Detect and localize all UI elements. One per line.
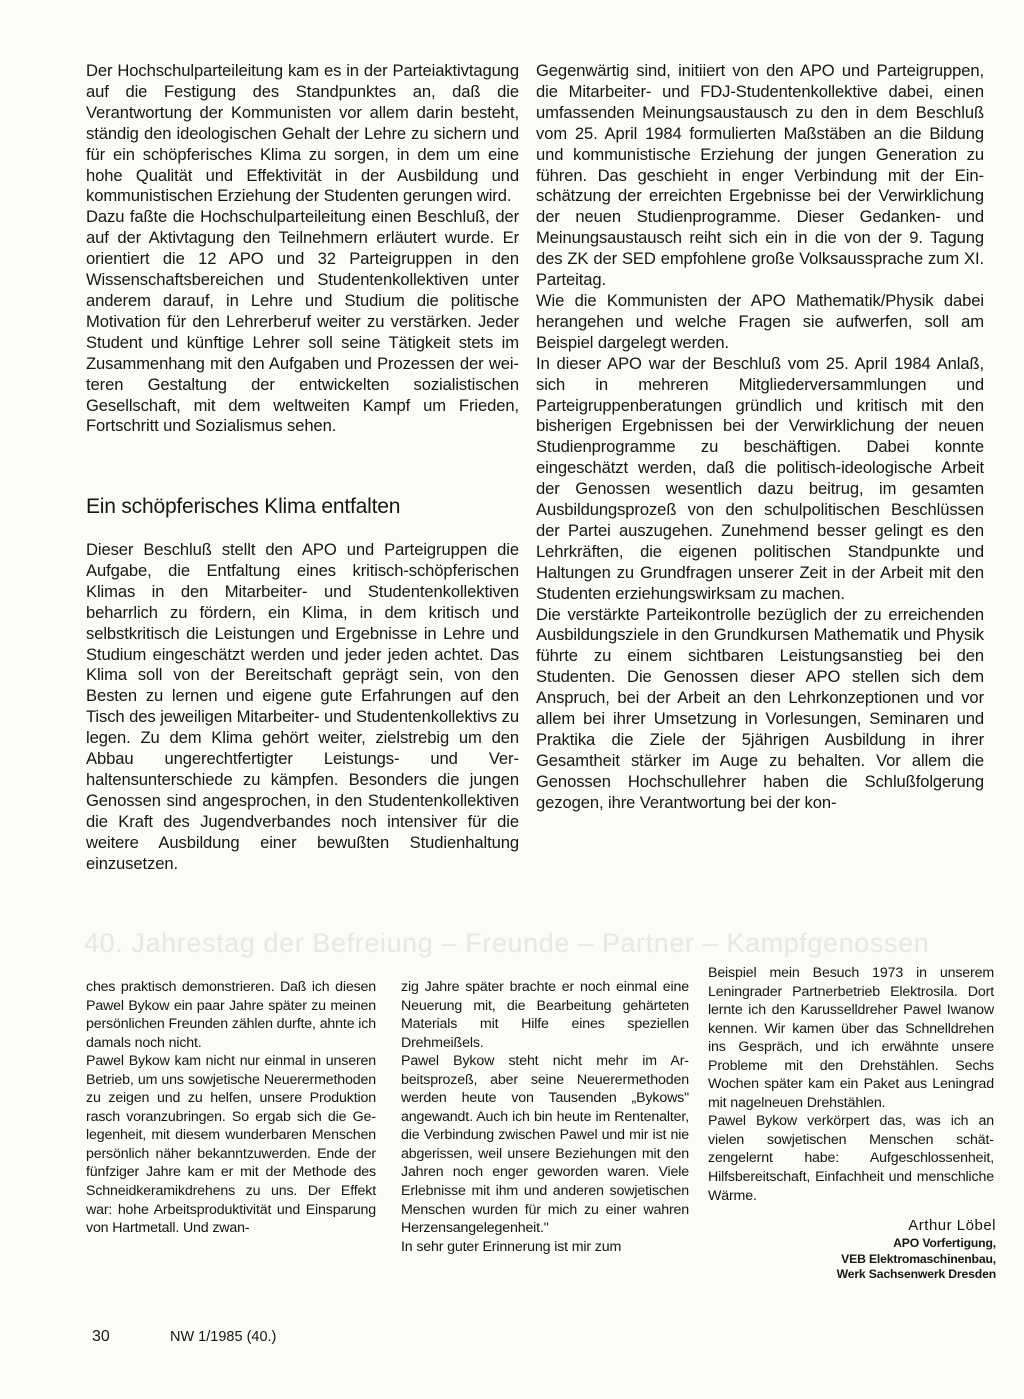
main-left-column-top: [86, 61, 519, 437]
paragraph: Pawel Bykow kam nicht nur einmal in unseren Betrieb, um uns sowjetische Neuerermethoden zu zeigen und zu helfen, unsere Produktion rasch voranzubringen. So ergab sich die Gelegenheit, mit diesem wunderbaren Menschen persönlich näher bekanntzuwerden. Ende der fünfziger Jahre kam er mit der Methode des Schneidkeramikdrehens zu uns. Der Effekt war: hohe Arbeitsproduktivität und Einsparung von Hartmetall. Und zwan-: [86, 1053, 376, 1237]
paragraph: In sehr guter Erinnerung ist mir zum: [401, 1238, 622, 1255]
author-affiliation: Werk Sachsenwerk Dresden: [836, 1267, 996, 1282]
author-affiliation: VEB Elektromaschinenbau,: [841, 1251, 996, 1266]
paragraph: ches praktisch demonstrieren. Daß ich diesen Pawel Bykow ein paar Jahre später zu meinen persönlichen Freunden zählen durfte, ahnte ich damals noch nicht.: [86, 979, 376, 1051]
paragraph: Der Hochschulparteileitung kam es in der Parteiaktivtagung auf die Festigung des Standpunktes an, daß die Verantwortung der Kommunisten vor allem darin besteht, ständig den ideologischen Gehalt der Lehre zu sichern und für ein schöpferisches Klima zu sorgen, in dem um eine hohe Qualität und Effektivität in der Ausbildung und kommunistischen Erziehung der Studenten gerungen wird.: [86, 61, 519, 206]
paragraph: Wie die Kommunisten der APO Mathematik/Physik dabei herangehen und welche Fragen sie aufwerfen, soll am Beispiel dargelegt werden.: [536, 290, 984, 352]
paragraph: Gegenwärtig sind, initiiert von den APO und Parteigruppen, die Mitarbeiter- und FDJ-Studentenkollektive dabei, einen umfassenden Meinungsaustausch zu den in dem Beschluß vom 25. April 1984 formulierten Maßstäben an die Bildung und kommunistische Erziehung der jungen Generation zu führen. Das geschieht in enger Verbindung mit der Einschätzung der erreichten Ergebnisse bei der Verwirklichung der neuen Studienprogramme. Dieser Gedanken- und Meinungsaustausch reiht sich ein in die von der 9. Tagung des ZK der SED empfohlene große Volksaussprache zum XI. Parteitag.: [536, 61, 984, 290]
author-signature: [704, 1216, 996, 1283]
paragraph: Die verstärkte Parteikontrolle bezüglich der zu erreichenden Ausbildungsziele in den Grundkursen Mathematik und Physik führte zu einem sichtbaren Leistungsanstieg bei den Studenten. Die Genossen dieser APO stellen sich dem Anspruch, bei der Arbeit an den Lehrkonzeptionen und vor allem bei ihrer Umsetzung in Vorlesungen, Seminaren und Praktika die Ziele der 5jährigen Ausbildung in ihrer Gesamtheit stärker im Auge zu behalten. Vor allem die Genossen Hochschullehrer haben die Schlußfolgerung gezogen, ihre Verantwortung bei der kon-: [536, 604, 984, 812]
page-number: 30: [92, 1328, 110, 1345]
author-name: Arthur Löbel: [908, 1217, 996, 1234]
paragraph: In dieser APO war der Beschluß vom 25. April 1984 Anlaß, sich in mehreren Mitgliederversammlungen und Parteigruppenberatungen gründlich und kritisch mit den bisherigen Ergebnissen bei der Verwirklichung der neuen Studienprogramme zu beschäftigen. Dabei konnte eingeschätzt werden, daß die politisch-ideologische Arbeit der Genossen wesentlich dazu beitrug, im gesamten Ausbildungsprozeß von den schulpolitischen Beschlüssen der Partei auszugehen. Zunehmend besser gelingt es den Lehrkräften, die eigenen politischen Standpunkte und Haltungen zu Grundfragen unserer Zeit in der Arbeit mit den Studenten erziehungswirksam zu machen.: [536, 353, 984, 603]
author-affiliation: APO Vorfertigung,: [893, 1236, 996, 1250]
main-right-column: [536, 61, 984, 814]
issue-reference: NW 1/1985 (40.): [170, 1329, 277, 1345]
main-left-column-bottom: [86, 540, 519, 875]
paragraph: Pawel Bykow steht nicht mehr im Arbeitsprozeß, aber seine Neuerermethoden werden heute von Tausenden „Bykows" angewandt. Auch ich bin heute im Rentenalter, die Verbindung zwischen Pawel und mir ist nie abgerissen, weil unsere Beziehungen mit den Jahren noch enger geworden waren. Viele Erlebnisse mit ihm und anderen sowjetischen Menschen wurden für mich zu einer wahren Herzensangelegenheit.": [401, 1053, 689, 1237]
paragraph: Pawel Bykow verkörpert das, was ich an vielen sowjetischen Menschen schätzengelernt habe: Aufgeschlossenheit, Hilfsbereitschaft, Einfachheit und menschliche Wärme.: [708, 1113, 994, 1204]
bottom-column-1: [86, 978, 376, 1238]
bottom-column-3: [708, 964, 994, 1205]
bottom-column-2: [401, 978, 689, 1256]
paragraph: Dazu faßte die Hochschulparteileitung einen Beschluß, der auf der Aktivtagung den Teilnehmern erläutert wurde. Er orientiert die 12 APO und 32 Parteigruppen in den Wissenschaftsbereichen und Studentenkollektiven unter anderem darauf, in Lehre und Studium die politische Motivation für den Lehrerberuf weiter zu verstärken. Jeder Student und künftige Lehrer soll seine Tätigkeit stets im Zusammenhang mit den Aufgaben und Prozessen der weiteren Gestaltung der entwickelten sozialistischen Gesellschaft, mit dem weltweiten Kampf um Frieden, Fortschritt und Sozialismus sehen.: [86, 207, 519, 436]
paragraph: Dieser Beschluß stellt den APO und Parteigruppen die Aufgabe, die Entfaltung eines kritisch-schöpferischen Klimas in den Mitarbeiter- und Studentenkollektiven beharrlich zu fördern, ein Klima, in dem kritisch und selbstkritisch die Leistungen und Ergebnisse in Lehre und Studium eingeschätzt werden und jeder jeden achtet. Das Klima soll von der Bereitschaft geprägt sein, von den Besten zu lernen und eigene gute Erfahrungen auf den Tisch des jeweiligen Mitarbeiter- und Studentenkollektivs zu legen. Zu dem Klima gehört weiter, zielstrebig um den Abbau ungerechtfertigter Leistungs- und Verhaltensunterschiede zu kämpfen. Besonders die jungen Genossen sind angesprochen, in den Studentenkollektiven die Kraft des Jugendverbandes noch intensiver für die weitere Ausbildung einer bewußten Studienhaltung einzusetzen.: [86, 540, 519, 873]
faded-banner-heading: 40. Jahrestag der Befreiung – Freunde – Partner – Kampfgenossen: [84, 928, 930, 958]
section-heading: Ein schöpferisches Klima entfalten: [86, 495, 401, 518]
paragraph: zig Jahre später brachte er noch einmal eine Neuerung mit, die Bearbeitung gehärteten Materials mit Hilfe eines speziellen Drehmeißels.: [401, 979, 689, 1051]
paragraph: Beispiel mein Besuch 1973 in unserem Leningrader Partnerbetrieb Elektrosila. Dort lernte ich den Karusselldreher Pawel Iwanow kennen. Wir kamen über das Schnelldrehen ins Gespräch, und ich erwähnte unsere Probleme mit den Drehstählen. Sechs Wochen später kam ein Paket aus Leningrad mit nagelneuen Drehstählen.: [708, 965, 994, 1111]
